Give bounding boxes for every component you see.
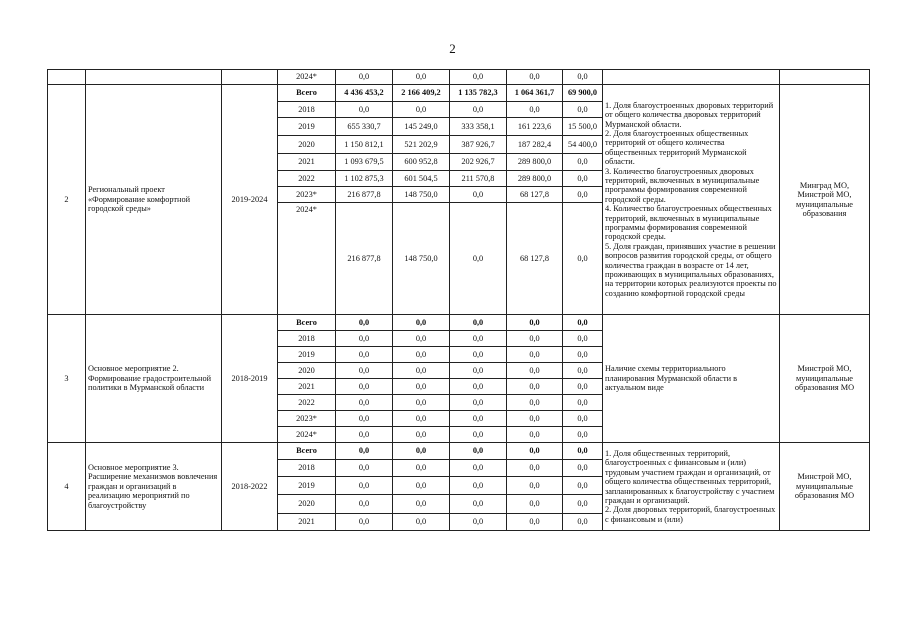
value-cell: 216 877,8 — [336, 187, 393, 203]
value-cell: 0,0 — [336, 460, 393, 477]
value-cell: 0,0 — [563, 187, 603, 203]
value-cell: 0,0 — [450, 427, 507, 443]
value-cell: 0,0 — [450, 102, 507, 118]
value-cell: 0,0 — [507, 102, 563, 118]
value-cell: 68 127,8 — [507, 187, 563, 203]
value-cell: 0,0 — [507, 495, 563, 514]
year-cell: 2018 — [278, 331, 336, 347]
value-cell: 0,0 — [563, 363, 603, 379]
value-cell: 4 436 453,2 — [336, 85, 393, 102]
value-cell: 0,0 — [393, 363, 450, 379]
value-cell: 0,0 — [507, 347, 563, 363]
year-cell: 2022 — [278, 395, 336, 411]
year-cell: 2021 — [278, 154, 336, 171]
value-cell: 0,0 — [336, 477, 393, 495]
value-cell: 0,0 — [336, 514, 393, 531]
value-cell: 1 150 812,1 — [336, 136, 393, 154]
executor — [780, 70, 870, 85]
expected-result: 1. Доля благоустроенных дворовых территорий от общего количества дворовых территорий Мурманской области. 2. Доля благоустроенных общественных территорий от общего количества общественных территорий Мурманской области. 3. Количество благоустроенных дворовых территорий, включенных в муниципальные программы формирования современной городской среды. 4. Количество благоустроенных общественных территорий, включенных в муниципальные программы формирования современной городской среды. 5. Доля граждан, принявших участие в решении вопросов развития городской среды, от общего количества граждан в возрасте от 14 лет, проживающих в муниципальных образованиях, на территории которых реализуются проекты по созданию комфортной городской среды — [603, 85, 780, 315]
year-cell: Всего — [278, 85, 336, 102]
value-cell: 0,0 — [450, 460, 507, 477]
value-cell: 0,0 — [450, 395, 507, 411]
value-cell: 0,0 — [563, 154, 603, 171]
value-cell: 0,0 — [393, 477, 450, 495]
year-cell: Всего — [278, 315, 336, 331]
value-cell: 0,0 — [563, 495, 603, 514]
year-cell: 2022 — [278, 171, 336, 187]
value-cell: 202 926,7 — [450, 154, 507, 171]
value-cell: 0,0 — [336, 427, 393, 443]
value-cell: 0,0 — [507, 70, 563, 85]
value-cell: 0,0 — [450, 203, 507, 315]
value-cell: 0,0 — [393, 443, 450, 460]
year-cell: 2020 — [278, 363, 336, 379]
value-cell: 0,0 — [393, 331, 450, 347]
year-cell: 2020 — [278, 495, 336, 514]
value-cell: 0,0 — [336, 443, 393, 460]
row-number: 2 — [48, 85, 86, 315]
year-cell: 2019 — [278, 118, 336, 136]
year-cell: 2019 — [278, 477, 336, 495]
expected-result: 1. Доля общественных территорий, благоустроенных с финансовым и (или) трудовым участием граждан и организаций, от общего количества общественных территорий, запланированных к благоустройству с участием граждан и организаций. 2. Доля дворовых территорий, благоустроенных с финансовым и (или) — [603, 443, 780, 531]
table-row — [48, 443, 870, 460]
page-number: 2 — [449, 41, 456, 56]
value-cell: 0,0 — [563, 395, 603, 411]
activity-name: Региональный проект «Формирование комфортной городской среды» — [86, 85, 222, 315]
value-cell: 0,0 — [336, 331, 393, 347]
value-cell: 0,0 — [563, 411, 603, 427]
value-cell: 0,0 — [507, 477, 563, 495]
value-cell: 387 926,7 — [450, 136, 507, 154]
value-cell: 601 504,5 — [393, 171, 450, 187]
value-cell: 0,0 — [507, 427, 563, 443]
year-cell: 2018 — [278, 102, 336, 118]
value-cell: 0,0 — [393, 411, 450, 427]
value-cell: 15 500,0 — [563, 118, 603, 136]
value-cell: 187 282,4 — [507, 136, 563, 154]
value-cell: 0,0 — [507, 379, 563, 395]
value-cell: 0,0 — [393, 395, 450, 411]
activity-name: Основное мероприятие 2. Формирование градостроительной политики в Мурманской области — [86, 315, 222, 443]
value-cell: 0,0 — [336, 347, 393, 363]
year-cell: 2024* — [278, 70, 336, 85]
value-cell: 0,0 — [450, 187, 507, 203]
value-cell: 655 330,7 — [336, 118, 393, 136]
value-cell: 216 877,8 — [336, 203, 393, 315]
year-cell: 2024* — [278, 203, 336, 315]
value-cell: 0,0 — [336, 102, 393, 118]
year-cell: 2023* — [278, 411, 336, 427]
value-cell: 1 102 875,3 — [336, 171, 393, 187]
value-cell: 0,0 — [336, 315, 393, 331]
value-cell: 69 900,0 — [563, 85, 603, 102]
value-cell: 0,0 — [393, 427, 450, 443]
value-cell: 0,0 — [393, 347, 450, 363]
year-cell: Всего — [278, 443, 336, 460]
value-cell: 0,0 — [450, 331, 507, 347]
activity-name: Основное мероприятие 3. Расширение механизмов вовлечения граждан и организаций в реализацию мероприятий по благоустройству — [86, 443, 222, 531]
value-cell: 0,0 — [336, 495, 393, 514]
executor: Минстрой МО, муниципальные образования МО — [780, 315, 870, 443]
value-cell: 600 952,8 — [393, 154, 450, 171]
row-number: 3 — [48, 315, 86, 443]
value-cell: 0,0 — [507, 315, 563, 331]
value-cell: 0,0 — [563, 331, 603, 347]
value-cell: 0,0 — [563, 70, 603, 85]
value-cell: 1 093 679,5 — [336, 154, 393, 171]
value-cell: 161 223,6 — [507, 118, 563, 136]
value-cell: 0,0 — [393, 514, 450, 531]
value-cell: 0,0 — [563, 427, 603, 443]
value-cell: 0,0 — [507, 395, 563, 411]
value-cell: 0,0 — [450, 70, 507, 85]
value-cell: 1 135 782,3 — [450, 85, 507, 102]
value-cell: 0,0 — [393, 102, 450, 118]
value-cell: 211 570,8 — [450, 171, 507, 187]
value-cell: 0,0 — [450, 495, 507, 514]
year-cell: 2024* — [278, 427, 336, 443]
value-cell: 0,0 — [336, 70, 393, 85]
value-cell: 0,0 — [450, 315, 507, 331]
value-cell: 333 358,1 — [450, 118, 507, 136]
value-cell: 289 800,0 — [507, 171, 563, 187]
value-cell: 54 400,0 — [563, 136, 603, 154]
value-cell: 0,0 — [563, 102, 603, 118]
value-cell: 0,0 — [336, 379, 393, 395]
value-cell: 0,0 — [563, 460, 603, 477]
table-row — [48, 315, 870, 331]
value-cell: 0,0 — [563, 514, 603, 531]
table-row — [48, 85, 870, 102]
value-cell: 289 800,0 — [507, 154, 563, 171]
value-cell: 0,0 — [393, 315, 450, 331]
value-cell: 0,0 — [563, 443, 603, 460]
executor: Минстрой МО, муниципальные образования МО — [780, 443, 870, 531]
expected-result: Наличие схемы территориального планирования Мурманской области в актуальном виде — [603, 315, 780, 443]
period: 2018-2019 — [222, 315, 278, 443]
value-cell: 0,0 — [450, 379, 507, 395]
value-cell: 2 166 409,2 — [393, 85, 450, 102]
value-cell: 0,0 — [450, 477, 507, 495]
value-cell: 0,0 — [563, 203, 603, 315]
period: 2019-2024 — [222, 85, 278, 315]
value-cell: 0,0 — [450, 347, 507, 363]
row-number — [48, 70, 86, 85]
value-cell: 148 750,0 — [393, 187, 450, 203]
value-cell: 0,0 — [393, 495, 450, 514]
value-cell: 0,0 — [563, 477, 603, 495]
year-cell: 2020 — [278, 136, 336, 154]
value-cell: 0,0 — [507, 514, 563, 531]
year-cell: 2021 — [278, 514, 336, 531]
value-cell: 0,0 — [393, 460, 450, 477]
row-number: 4 — [48, 443, 86, 531]
year-cell: 2018 — [278, 460, 336, 477]
activity-name — [86, 70, 222, 85]
value-cell: 68 127,8 — [507, 203, 563, 315]
value-cell: 0,0 — [563, 347, 603, 363]
year-cell: 2023* — [278, 187, 336, 203]
value-cell: 0,0 — [507, 363, 563, 379]
period — [222, 70, 278, 85]
value-cell: 0,0 — [393, 70, 450, 85]
value-cell: 148 750,0 — [393, 203, 450, 315]
executor: Минград МО, Минстрой МО, муниципальные образования — [780, 85, 870, 315]
value-cell: 0,0 — [563, 171, 603, 187]
period: 2018-2022 — [222, 443, 278, 531]
value-cell: 0,0 — [450, 411, 507, 427]
value-cell: 0,0 — [336, 363, 393, 379]
value-cell: 0,0 — [336, 411, 393, 427]
value-cell: 0,0 — [450, 443, 507, 460]
value-cell: 0,0 — [563, 379, 603, 395]
value-cell: 1 064 361,7 — [507, 85, 563, 102]
table-row — [48, 70, 870, 85]
value-cell: 0,0 — [507, 411, 563, 427]
year-cell: 2021 — [278, 379, 336, 395]
value-cell: 0,0 — [563, 315, 603, 331]
value-cell: 0,0 — [450, 514, 507, 531]
value-cell: 521 202,9 — [393, 136, 450, 154]
value-cell: 0,0 — [507, 443, 563, 460]
program-table — [47, 69, 870, 531]
year-cell: 2019 — [278, 347, 336, 363]
value-cell: 0,0 — [336, 395, 393, 411]
value-cell: 0,0 — [507, 460, 563, 477]
expected-result — [603, 70, 780, 85]
value-cell: 145 249,0 — [393, 118, 450, 136]
value-cell: 0,0 — [393, 379, 450, 395]
value-cell: 0,0 — [507, 331, 563, 347]
value-cell: 0,0 — [450, 363, 507, 379]
